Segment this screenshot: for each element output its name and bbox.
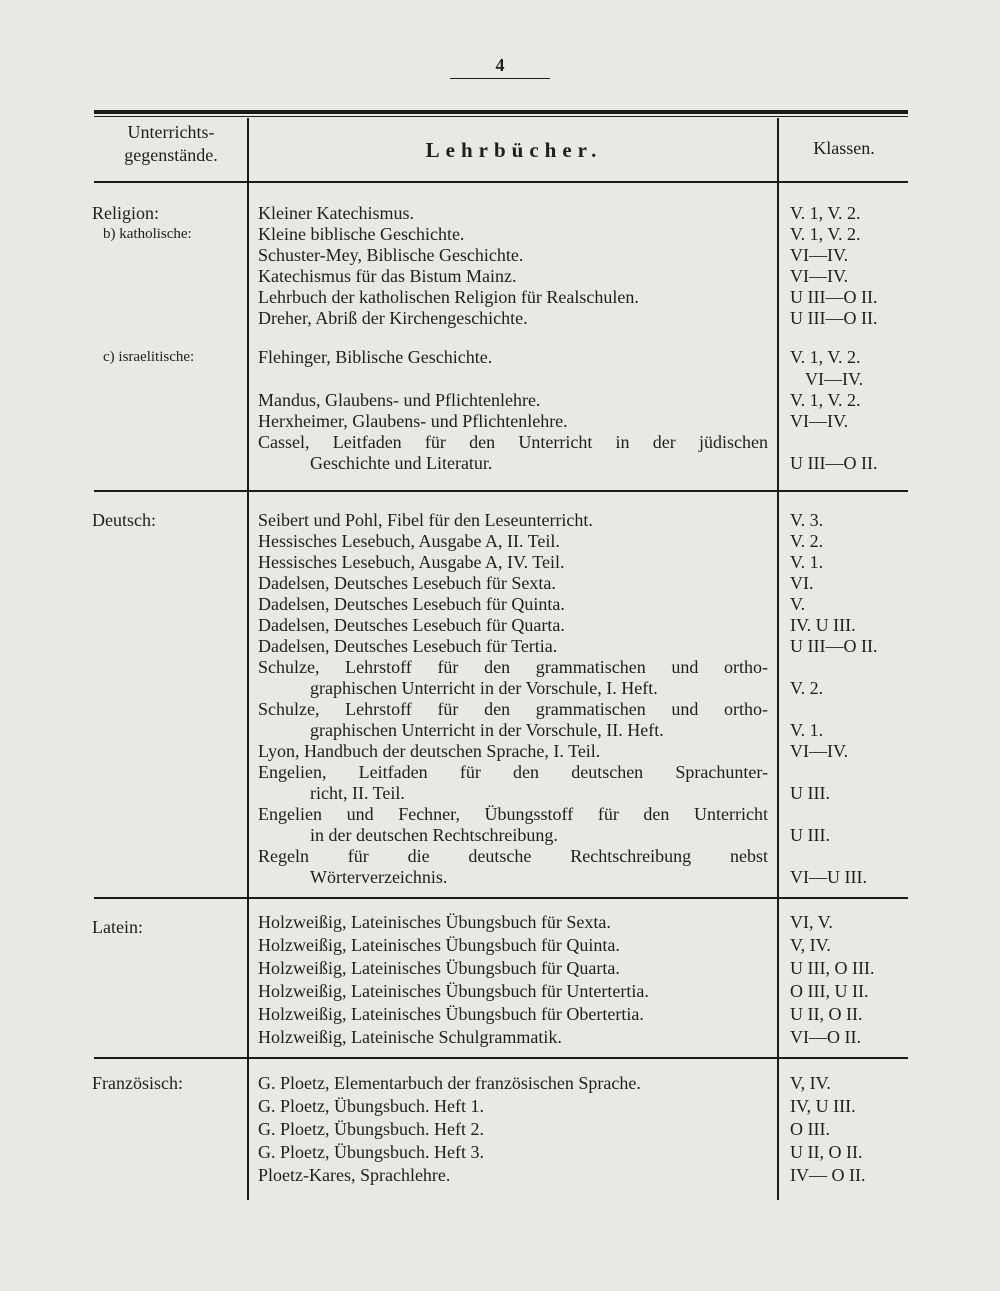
- class-entry: V. 1.: [790, 552, 824, 572]
- book-line: Holzweißig, Lateinisches Übungsbuch für Quarta.: [258, 958, 620, 978]
- book-line: Katechismus für das Bistum Mainz.: [258, 266, 517, 286]
- book-line: Engelien, Leitfaden für den deutschen Sprachunter-: [258, 762, 768, 782]
- class-entry: V, IV.: [790, 935, 831, 955]
- column-divider-right: [777, 118, 779, 1200]
- class-entry: U III.: [790, 825, 830, 845]
- book-line: Seibert und Pohl, Fibel für den Leseunterricht.: [258, 510, 593, 530]
- class-entry: VI—IV.: [790, 266, 849, 286]
- book-line: Holzweißig, Lateinisches Übungsbuch für Quinta.: [258, 935, 620, 955]
- book-line: Regeln für die deutsche Rechtschreibung nebst: [258, 846, 768, 866]
- class-entry: VI—IV.: [805, 369, 864, 389]
- header-subjects-line2: gegenstände.: [124, 145, 218, 165]
- section-rule: [94, 490, 908, 492]
- book-line: in der deutschen Rechtschreibung.: [310, 825, 558, 845]
- header-bottom-rule: [94, 181, 908, 183]
- subject-religion-israelitisch: c) israelitische:: [103, 349, 195, 365]
- book-line: Holzweißig, Lateinisches Übungsbuch für Untertertia.: [258, 981, 649, 1001]
- class-entry: VI—IV.: [790, 741, 849, 761]
- subject-religion-katholisch: b) katholische:: [103, 226, 192, 242]
- book-line: Holzweißig, Lateinisches Übungsbuch für Obertertia.: [258, 1004, 644, 1024]
- class-entry: VI—U III.: [790, 867, 867, 887]
- book-line: Ploetz-Kares, Sprachlehre.: [258, 1165, 451, 1185]
- class-entry: U II, O II.: [790, 1142, 863, 1162]
- class-entry: VI—IV.: [790, 245, 849, 265]
- class-entry: V.: [790, 594, 806, 614]
- class-entry: U III.: [790, 783, 830, 803]
- header-classes: Klassen.: [813, 138, 875, 158]
- book-line: Dadelsen, Deutsches Lesebuch für Quinta.: [258, 594, 565, 614]
- class-entry: VI, V.: [790, 912, 833, 932]
- class-entry: V, IV.: [790, 1073, 831, 1093]
- book-line: Engelien und Fechner, Übungsstoff für den Unterricht: [258, 804, 768, 824]
- top-rule: [94, 110, 908, 114]
- section-rule: [94, 897, 908, 899]
- class-entry: IV. U III.: [790, 615, 856, 635]
- class-entry: V. 1, V. 2.: [790, 224, 861, 244]
- book-line: Cassel, Leitfaden für den Unterricht in der jüdischen: [258, 432, 768, 452]
- book-line: Herxheimer, Glaubens- und Pflichtenlehre.: [258, 411, 568, 431]
- class-entry: VI—O II.: [790, 1027, 861, 1047]
- book-line: G. Ploetz, Übungsbuch. Heft 1.: [258, 1096, 484, 1116]
- class-entry: VI.: [790, 573, 814, 593]
- book-line: Kleiner Katechismus.: [258, 203, 414, 223]
- class-entry: U III—O II.: [790, 636, 878, 656]
- class-entry: V. 3.: [790, 510, 824, 530]
- class-entry: U III—O II.: [790, 308, 878, 328]
- class-entry: O III, U II.: [790, 981, 869, 1001]
- subject-deutsch: Deutsch:: [92, 510, 156, 530]
- class-entry: U III—O II.: [790, 453, 878, 473]
- book-line: Schuster-Mey, Biblische Geschichte.: [258, 245, 524, 265]
- class-entry: IV, U III.: [790, 1096, 856, 1116]
- book-line: Hessisches Lesebuch, Ausgabe A, II. Teil.: [258, 531, 560, 551]
- book-line: graphischen Unterricht in der Vorschule, I. Heft.: [310, 678, 658, 698]
- book-line: graphischen Unterricht in der Vorschule, II. Heft.: [310, 720, 664, 740]
- book-line: Mandus, Glaubens- und Pflichtenlehre.: [258, 390, 541, 410]
- section-rule: [94, 1057, 908, 1059]
- class-entry: V. 1.: [790, 720, 824, 740]
- top-rule-thin: [94, 116, 908, 117]
- book-line: Dreher, Abriß der Kirchengeschichte.: [258, 308, 528, 328]
- subject-franzoesisch: Französisch:: [92, 1073, 183, 1093]
- class-entry: V. 1, V. 2.: [790, 390, 861, 410]
- header-subjects: [94, 121, 248, 167]
- book-line: Holzweißig, Lateinische Schulgrammatik.: [258, 1027, 562, 1047]
- book-line: Geschichte und Literatur.: [310, 453, 493, 473]
- class-entry: V. 2.: [790, 678, 824, 698]
- book-line: Dadelsen, Deutsches Lesebuch für Quarta.: [258, 615, 565, 635]
- header-books: Lehrbücher.: [425, 138, 603, 162]
- class-entry: U III, O III.: [790, 958, 875, 978]
- class-entry: V. 2.: [790, 531, 824, 551]
- class-entry: O III.: [790, 1119, 830, 1139]
- class-entry: V. 1, V. 2.: [790, 347, 861, 367]
- book-line: Lehrbuch der katholischen Religion für Realschulen.: [258, 287, 639, 307]
- book-line: richt, II. Teil.: [310, 783, 405, 803]
- column-divider-left: [247, 118, 249, 1200]
- book-line: Kleine biblische Geschichte.: [258, 224, 465, 244]
- book-line: G. Ploetz, Übungsbuch. Heft 3.: [258, 1142, 484, 1162]
- book-line: Lyon, Handbuch der deutschen Sprache, I. Teil.: [258, 741, 601, 761]
- book-line: G. Ploetz, Elementarbuch der französischen Sprache.: [258, 1073, 641, 1093]
- book-line: Dadelsen, Deutsches Lesebuch für Sexta.: [258, 573, 556, 593]
- book-line: Flehinger, Biblische Geschichte.: [258, 347, 493, 367]
- subject-latein: Latein:: [92, 917, 143, 937]
- class-entry: V. 1, V. 2.: [790, 203, 861, 223]
- book-line: Schulze, Lehrstoff für den grammatischen und ortho-: [258, 699, 768, 719]
- subject-religion: Religion:: [92, 203, 159, 223]
- book-line: Wörterverzeichnis.: [310, 867, 448, 887]
- book-line: Schulze, Lehrstoff für den grammatischen und ortho-: [258, 657, 768, 677]
- class-entry: IV— O II.: [790, 1165, 866, 1185]
- header-subjects-line1: Unterrichts-: [127, 122, 215, 142]
- class-entry: U II, O II.: [790, 1004, 863, 1024]
- class-entry: U III—O II.: [790, 287, 878, 307]
- book-line: Dadelsen, Deutsches Lesebuch für Tertia.: [258, 636, 558, 656]
- page-number: 4: [450, 52, 550, 79]
- book-line: G. Ploetz, Übungsbuch. Heft 2.: [258, 1119, 484, 1139]
- class-entry: VI—IV.: [790, 411, 849, 431]
- book-line: Hessisches Lesebuch, Ausgabe A, IV. Teil.: [258, 552, 565, 572]
- book-line: Holzweißig, Lateinisches Übungsbuch für Sexta.: [258, 912, 611, 932]
